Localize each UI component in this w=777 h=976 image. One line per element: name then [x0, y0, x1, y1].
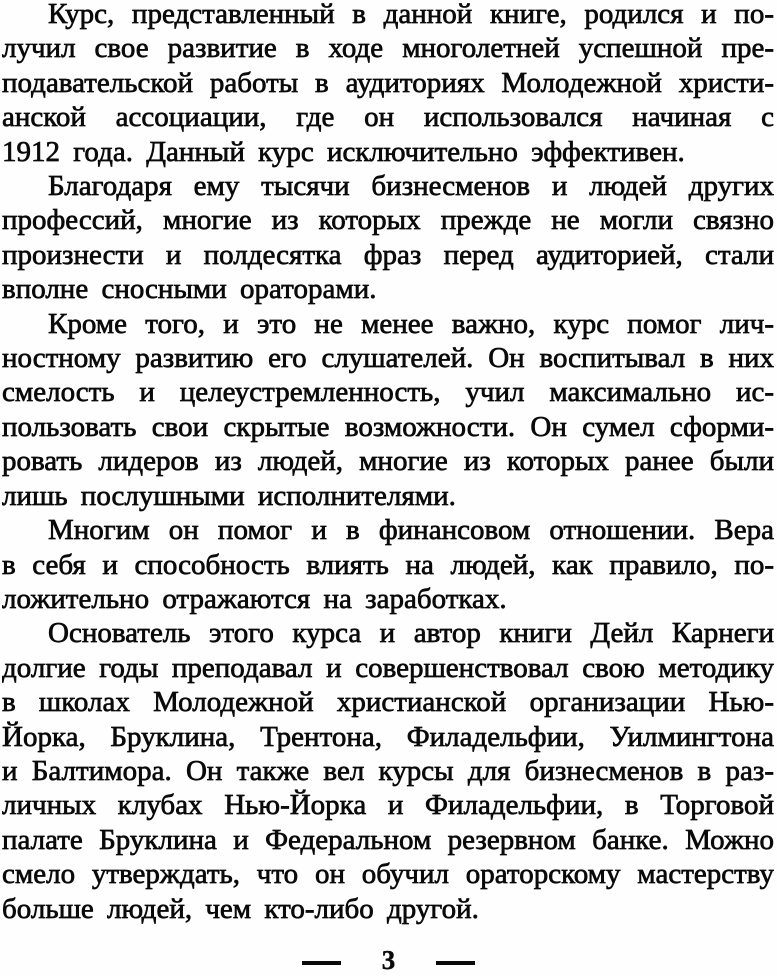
text-line: палате Бруклина и Федеральном резервном банке. Можно — [2, 823, 774, 856]
text-line: лучил свое развитие в ходе многолетней успешной пре- — [2, 32, 774, 65]
text-line: и Балтимора. Он также вел курсы для бизнесменов в раз- — [2, 754, 774, 787]
paragraph-3 — [2, 307, 774, 513]
text-line: профессий, многие из которых прежде не могли связно — [2, 204, 774, 237]
text-line: Благодаря ему тысячи бизнесменов и людей других — [48, 170, 774, 203]
footer-rule-right — [436, 961, 475, 965]
text-line: Йорка, Бруклина, Трентона, Филадельфии, Уилмингтона — [2, 720, 774, 753]
text-line: личных клубах Нью-Йорка и Филадельфии, в Торговой — [2, 789, 774, 822]
text-line: в школах Молодежной христианской организации Нью- — [2, 686, 774, 719]
text-line: ложительно отражаются на заработках. — [2, 582, 507, 615]
text-line: больше людей, чем кто-либо другой. — [2, 892, 479, 925]
text-line: смело утверждать, что он обучил ораторскому мастерству — [2, 858, 774, 891]
footer-rule-left — [302, 961, 341, 965]
text-line: Основатель этого курса и автор книги Дейл Карнеги — [48, 617, 774, 650]
text-line: Многим он помог и в финансовом отношении. Вера — [48, 514, 774, 547]
text-line: подавательской работы в аудиториях Молодежной христи- — [2, 66, 774, 99]
text-line: лишь послушными исполнителями. — [2, 479, 456, 512]
page-number: 3 — [381, 945, 396, 975]
text-line: произнести и полдесятка фраз перед аудиторией, стали — [2, 238, 774, 271]
paragraph-5 — [2, 616, 774, 926]
paragraph-1 — [2, 0, 774, 169]
page-footer — [0, 946, 777, 974]
text-line: Курс, представленный в данной книге, родился и по- — [48, 0, 774, 30]
text-line: смелость и целеустремленность, учил максимально ис- — [2, 376, 774, 409]
text-line: Кроме того, и это не менее важно, курс помог лич- — [48, 307, 774, 340]
text-line: 1912 года. Данный курс исключительно эффективен. — [2, 135, 685, 168]
text-line: анской ассоциации, где он использовался начиная с — [2, 101, 774, 134]
text-line: вполне сносными ораторами. — [2, 273, 377, 306]
paragraph-4 — [2, 513, 774, 616]
text-line: пользовать свои скрытые возможности. Он сумел сформи- — [2, 410, 774, 443]
text-line: ностному развитию его слушателей. Он воспитывал в них — [2, 342, 774, 375]
paragraph-2 — [2, 169, 774, 307]
text-line: долгие годы преподавал и совершенствовал свою методику — [2, 651, 774, 684]
text-line: в себя и способность влиять на людей, как правило, по- — [2, 548, 774, 581]
text-line: ровать лидеров из людей, многие из которых ранее были — [2, 445, 774, 478]
